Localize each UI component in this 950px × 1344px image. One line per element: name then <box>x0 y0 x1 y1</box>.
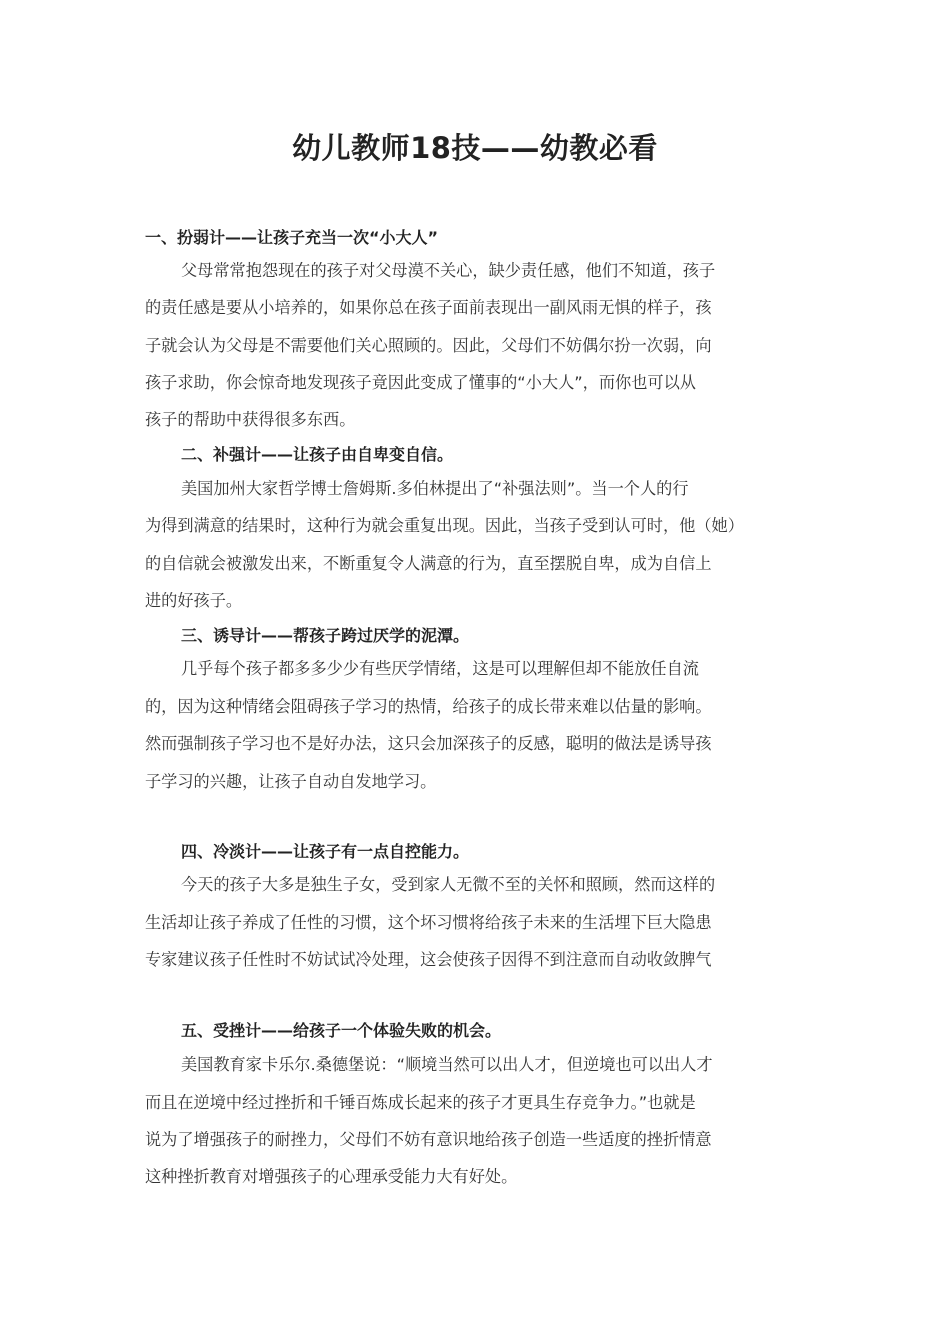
paragraph-line: 然而强制孩子学习也不是好办法，这只会加深孩子的反感，聪明的做法是诱导孩 <box>145 734 712 753</box>
paragraph-line: 今天的孩子大多是独生子女，受到家人无微不至的关怀和照顾，然而这样的 <box>181 875 716 894</box>
paragraph-line: 孩子的帮助中获得很多东西。 <box>145 410 356 429</box>
section-heading: 三、诱导计——帮孩子跨过厌学的泥潭。 <box>181 626 470 645</box>
section-heading: 一、扮弱计——让孩子充当一次“小大人” <box>145 228 439 247</box>
paragraph-line: 孩子求助，你会惊奇地发现孩子竟因此变成了懂事的“小大人”，而你也可以从 <box>145 373 696 392</box>
section-heading: 四、冷淡计——让孩子有一点自控能力。 <box>181 842 470 861</box>
paragraph-line: 的自信就会被激发出来，不断重复令人满意的行为，直至摆脱自卑，成为自信上 <box>145 554 712 573</box>
paragraph-line: 为得到满意的结果时，这种行为就会重复出现。因此，当孩子受到认可时，他（她） <box>145 516 744 535</box>
page-title: 幼儿教师18技——幼教必看 <box>292 131 658 165</box>
paragraph-line: 的责任感是要从小培养的，如果你总在孩子面前表现出一副风雨无惧的样子，孩 <box>145 298 712 317</box>
paragraph-line: 而且在逆境中经过挫折和千锤百炼成长起来的孩子才更具生存竞争力。”也就是 <box>145 1093 696 1112</box>
paragraph-line: 生活却让孩子养成了任性的习惯，这个坏习惯将给孩子未来的生活埋下巨大隐患 <box>145 913 712 932</box>
paragraph-line: 子学习的兴趣，让孩子自动自发地学习。 <box>145 772 437 791</box>
section-heading: 五、受挫计——给孩子一个体验失败的机会。 <box>181 1021 502 1040</box>
section-heading: 二、补强计——让孩子由自卑变自信。 <box>181 445 454 464</box>
paragraph-line: 父母常常抱怨现在的孩子对父母漠不关心，缺少责任感，他们不知道，孩子 <box>181 261 716 280</box>
paragraph-line: 几乎每个孩子都多多少少有些厌学情绪，这是可以理解但却不能放任自流 <box>181 659 699 678</box>
paragraph-line: 美国加州大家哲学博士詹姆斯.多伯林提出了“补强法则”。当一个人的行 <box>181 479 689 498</box>
paragraph-line: 进的好孩子。 <box>145 591 243 610</box>
paragraph-line: 的，因为这种情绪会阻碍孩子学习的热情，给孩子的成长带来难以估量的影响。 <box>145 697 712 716</box>
paragraph-line: 说为了增强孩子的耐挫力，父母们不妨有意识地给孩子创造一些适度的挫折情意 <box>145 1130 712 1149</box>
paragraph-line: 专家建议孩子任性时不妨试试冷处理，这会使孩子因得不到注意而自动收敛脾气 <box>145 950 712 969</box>
paragraph-line: 子就会认为父母是不需要他们关心照顾的。因此，父母们不妨偶尔扮一次弱，向 <box>145 336 712 355</box>
paragraph-line: 这种挫折教育对增强孩子的心理承受能力大有好处。 <box>145 1167 518 1186</box>
paragraph-line: 美国教育家卡乐尔.桑德堡说：“顺境当然可以出人才，但逆境也可以出人才 <box>181 1055 713 1074</box>
